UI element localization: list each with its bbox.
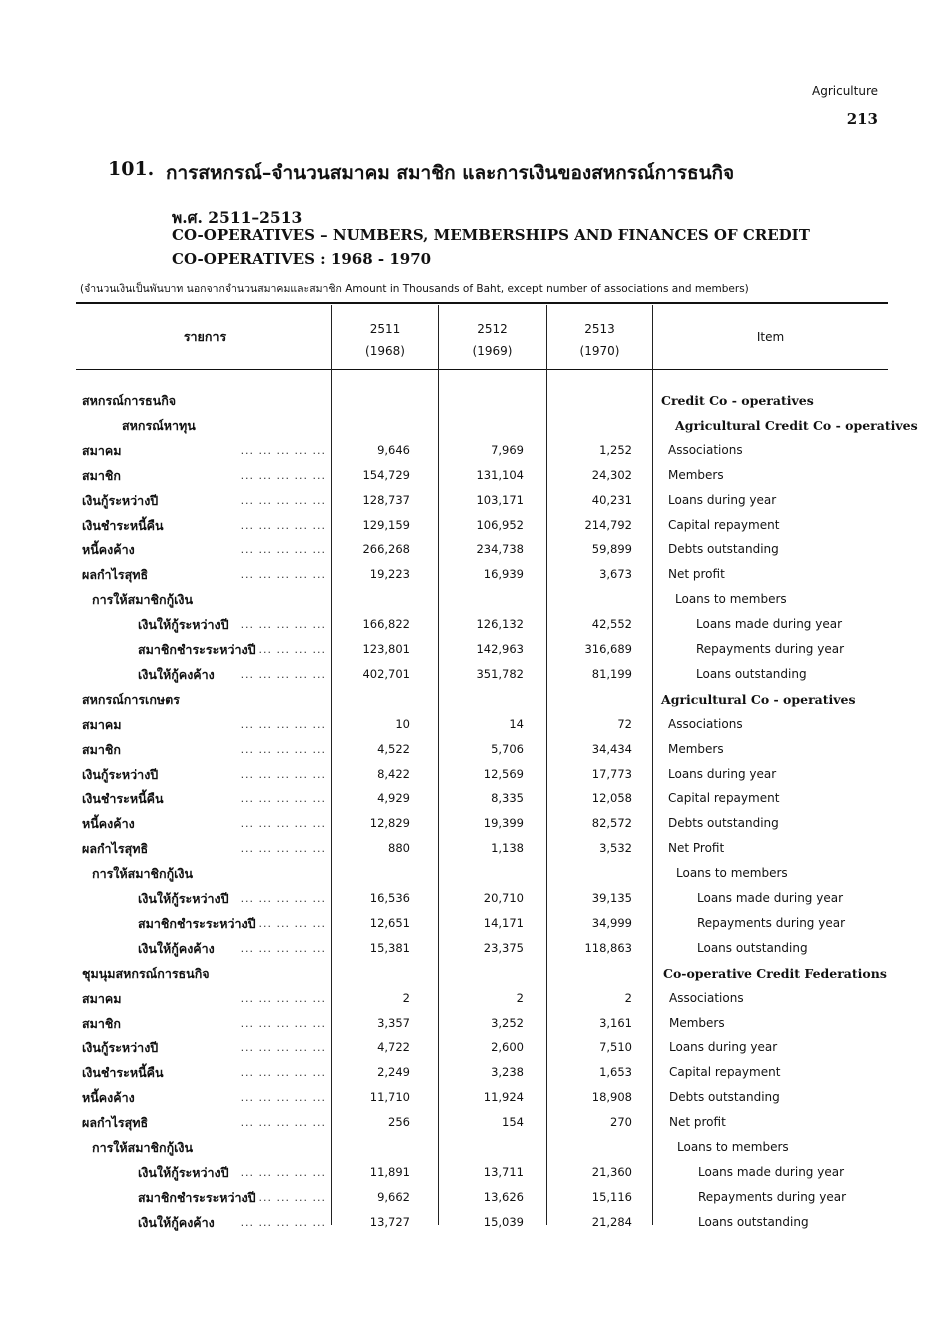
leader-dots: ... ... ... ... ... xyxy=(240,892,326,905)
leader-dots: ... ... ... ... ... xyxy=(240,618,326,631)
row-english-label: Debts outstanding xyxy=(669,1090,780,1104)
leader-dots: ... ... ... ... ... xyxy=(240,992,326,1005)
header-col2-year: (1969) xyxy=(472,344,513,358)
row-english-label: Credit Co - operatives xyxy=(661,393,814,408)
row-english-label: Debts outstanding xyxy=(668,542,779,556)
row-thai-label: เงินให้กู้ระหว่างปี xyxy=(138,891,229,906)
leader-dots: ... ... ... ... ... xyxy=(240,1017,326,1030)
value-v2: 5,706 xyxy=(491,742,524,756)
value-v1: 2,249 xyxy=(377,1065,410,1079)
value-v1: 8,422 xyxy=(377,767,410,781)
row-english-label: Members xyxy=(668,468,724,482)
row-thai-label: การให้สมาชิกกู้เงิน xyxy=(92,1140,194,1155)
table-row xyxy=(0,1085,948,1110)
value-v1: 12,829 xyxy=(369,816,410,830)
row-english-label: Loans during year xyxy=(668,767,777,781)
row-english-label: Loans during year xyxy=(669,1040,778,1054)
row-english-label: Loans to members xyxy=(677,1140,789,1154)
leader-dots: ... ... ... ... ... xyxy=(240,743,326,756)
row-thai-label: เงินชำระหนี้คืน xyxy=(82,1065,164,1080)
table-row xyxy=(0,786,948,811)
header-col1-thai: 2511 xyxy=(369,322,401,336)
header-col1-year: (1968) xyxy=(365,344,405,358)
value-v2: 351,782 xyxy=(476,667,524,681)
leader-dots: ... ... ... ... ... xyxy=(240,792,326,805)
value-v2: 2,600 xyxy=(491,1040,524,1054)
header-english-item: Item xyxy=(756,330,785,344)
row-english-label: Loans made during year xyxy=(697,891,843,905)
value-v3: 1,653 xyxy=(599,1065,632,1079)
value-v1: 166,822 xyxy=(362,617,410,631)
value-v2: 131,104 xyxy=(476,468,524,482)
value-v1: 16,536 xyxy=(369,891,410,905)
row-english-label: Associations xyxy=(669,991,744,1005)
leader-dots: ... ... ... ... ... xyxy=(240,1041,326,1054)
table-row xyxy=(0,886,948,911)
value-v3: 59,899 xyxy=(591,542,632,556)
value-v3: 81,199 xyxy=(591,667,632,681)
leader-dots: ... ... ... ... ... xyxy=(240,1116,326,1129)
value-v1: 266,268 xyxy=(362,542,410,556)
table-row xyxy=(0,737,948,762)
value-v3: 2 xyxy=(624,991,632,1005)
value-v2: 13,626 xyxy=(483,1190,524,1204)
row-thai-label: เงินให้กู้คงค้าง xyxy=(138,941,215,956)
thai-title: การสหกรณ์–จำนวนสมาคม สมาชิก และการเงินของสหกรณ์การธนกิจ xyxy=(166,162,735,184)
value-v1: 2 xyxy=(402,991,410,1005)
value-v3: 3,161 xyxy=(599,1016,632,1030)
leader-dots: ... ... ... ... ... xyxy=(240,1166,326,1179)
table-row xyxy=(0,662,948,687)
value-v1: 4,522 xyxy=(377,742,410,756)
leader-dots: ... ... ... ... ... xyxy=(240,842,326,855)
value-v1: 128,737 xyxy=(362,493,410,507)
value-v3: 3,532 xyxy=(599,841,632,855)
leader-dots: ... ... ... ... ... xyxy=(240,718,326,731)
value-v3: 34,434 xyxy=(591,742,632,756)
row-english-label: Members xyxy=(668,742,724,756)
value-v1: 9,662 xyxy=(377,1190,410,1204)
leader-dots: ... ... ... ... ... xyxy=(240,1091,326,1104)
value-v2: 154 xyxy=(502,1115,524,1129)
row-thai-label: สมาชิกชำระระหว่างปี xyxy=(138,642,256,657)
value-v2: 8,335 xyxy=(491,791,524,805)
leader-dots: ... ... ... ... ... xyxy=(240,543,326,556)
value-v1: 19,223 xyxy=(369,567,410,581)
value-v3: 21,360 xyxy=(591,1165,632,1179)
table-row xyxy=(0,587,948,612)
row-thai-label: สมาชิก xyxy=(82,468,121,483)
row-thai-label: สหกรณ์การเกษตร xyxy=(82,692,180,707)
value-v2: 126,132 xyxy=(476,617,524,631)
table-row xyxy=(0,612,948,637)
table-row xyxy=(0,463,948,488)
row-english-label: Loans made during year xyxy=(696,617,842,631)
leader-dots: ... ... ... ... ... xyxy=(240,1216,326,1229)
table-row xyxy=(0,413,948,438)
value-v2: 19,399 xyxy=(483,816,524,830)
row-english-label: Repayments during year xyxy=(696,642,845,656)
table-row xyxy=(0,1210,948,1235)
row-thai-label: เงินกู้ระหว่างปี xyxy=(82,493,159,508)
page-number: 213 xyxy=(846,110,878,128)
row-thai-label: ชุมนุมสหกรณ์การธนกิจ xyxy=(82,966,210,981)
english-title-line1: CO-OPERATIVES – NUMBERS, MEMBERSHIPS AND FINANCES OF CREDIT xyxy=(172,226,810,244)
value-v2: 2 xyxy=(516,991,524,1005)
value-v3: 12,058 xyxy=(591,791,632,805)
leader-dots: ... ... ... ... ... xyxy=(240,519,326,532)
value-v3: 214,792 xyxy=(584,518,632,532)
value-v3: 40,231 xyxy=(591,493,632,507)
section-label: Agriculture xyxy=(812,84,878,98)
table-top-rule xyxy=(76,302,888,304)
header-thai-item: รายการ xyxy=(183,329,227,344)
row-thai-label: สมาคม xyxy=(82,443,122,458)
value-v2: 7,969 xyxy=(491,443,524,457)
table-row xyxy=(0,936,948,961)
table-row xyxy=(0,1035,948,1060)
value-v1: 4,929 xyxy=(377,791,410,805)
row-thai-label: เงินให้กู้คงค้าง xyxy=(138,1215,215,1230)
leader-dots: ... ... ... ... ... xyxy=(240,494,326,507)
row-thai-label: สมาชิก xyxy=(82,742,121,757)
value-v3: 39,135 xyxy=(591,891,632,905)
value-v1: 9,646 xyxy=(377,443,410,457)
value-v3: 72 xyxy=(617,717,632,731)
value-v1: 11,710 xyxy=(369,1090,410,1104)
row-english-label: Debts outstanding xyxy=(668,816,779,830)
row-english-label: Loans outstanding xyxy=(697,941,808,955)
value-v2: 3,238 xyxy=(491,1065,524,1079)
row-thai-label: สมาชิกชำระระหว่างปี xyxy=(138,1190,256,1205)
row-english-label: Loans to members xyxy=(675,592,787,606)
value-v2: 15,039 xyxy=(483,1215,524,1229)
table-row xyxy=(0,961,948,986)
table-row xyxy=(0,388,948,413)
row-thai-label: ผลกำไรสุทธิ xyxy=(82,567,149,582)
value-v1: 154,729 xyxy=(362,468,410,482)
leader-dots: ... ... ... ... ... xyxy=(240,668,326,681)
table-row xyxy=(0,986,948,1011)
row-english-label: Agricultural Co - operatives xyxy=(661,692,856,707)
leader-dots: ... ... ... ... ... xyxy=(240,1191,326,1204)
table-header-rule xyxy=(76,369,888,370)
row-thai-label: เงินชำระหนี้คืน xyxy=(82,518,164,533)
table-row xyxy=(0,1135,948,1160)
row-thai-label: สหกรณ์หาทุน xyxy=(122,418,196,433)
value-v1: 123,801 xyxy=(362,642,410,656)
value-v3: 1,252 xyxy=(599,443,632,457)
row-thai-label: ผลกำไรสุทธิ xyxy=(82,1115,149,1130)
value-v1: 402,701 xyxy=(362,667,410,681)
leader-dots: ... ... ... ... ... xyxy=(240,469,326,482)
value-v3: 42,552 xyxy=(591,617,632,631)
header-col2-thai: 2512 xyxy=(477,322,508,336)
row-thai-label: เงินกู้ระหว่างปี xyxy=(82,767,159,782)
value-v3: 17,773 xyxy=(591,767,632,781)
table-number: 101. xyxy=(108,158,155,180)
row-english-label: Net Profit xyxy=(668,841,725,855)
units-note: (จำนวนเงินเป็นพันบาท นอกจากจำนวนสมาคมและสมาชิก Amount in Thousands of Baht, except number of associations and members) xyxy=(80,283,749,295)
row-english-label: Members xyxy=(669,1016,725,1030)
value-v3: 316,689 xyxy=(584,642,632,656)
value-v3: 24,302 xyxy=(591,468,632,482)
table-row xyxy=(0,1060,948,1085)
leader-dots: ... ... ... ... ... xyxy=(240,768,326,781)
leader-dots: ... ... ... ... ... xyxy=(240,643,326,656)
table-row xyxy=(0,438,948,463)
row-english-label: Associations xyxy=(668,717,743,731)
table-row xyxy=(0,513,948,538)
row-thai-label: เงินชำระหนี้คืน xyxy=(82,791,164,806)
table-row xyxy=(0,836,948,861)
value-v1: 13,727 xyxy=(369,1215,410,1229)
value-v3: 3,673 xyxy=(599,567,632,581)
table-row xyxy=(0,637,948,662)
value-v1: 12,651 xyxy=(369,916,410,930)
row-english-label: Net profit xyxy=(669,1115,726,1129)
row-english-label: Capital repayment xyxy=(669,1065,781,1079)
row-english-label: Loans to members xyxy=(676,866,788,880)
value-v2: 14 xyxy=(509,717,524,731)
value-v2: 142,963 xyxy=(476,642,524,656)
row-thai-label: ผลกำไรสุทธิ xyxy=(82,841,149,856)
row-thai-label: เงินกู้ระหว่างปี xyxy=(82,1040,159,1055)
table-row xyxy=(0,1110,948,1135)
table-row xyxy=(0,712,948,737)
row-english-label: Agricultural Credit Co - operatives xyxy=(675,418,918,433)
row-thai-label: การให้สมาชิกกู้เงิน xyxy=(92,866,194,881)
row-thai-label: เงินให้กู้คงค้าง xyxy=(138,667,215,682)
table-row xyxy=(0,1011,948,1036)
table-row xyxy=(0,537,948,562)
value-v1: 10 xyxy=(395,717,410,731)
value-v1: 4,722 xyxy=(377,1040,410,1054)
leader-dots: ... ... ... ... ... xyxy=(240,1066,326,1079)
row-english-label: Capital repayment xyxy=(668,791,780,805)
thai-years: พ.ศ. 2511–2513 xyxy=(172,208,303,227)
value-v2: 12,569 xyxy=(483,767,524,781)
row-thai-label: หนี้คงค้าง xyxy=(82,1090,135,1105)
leader-dots: ... ... ... ... ... xyxy=(240,917,326,930)
value-v1: 15,381 xyxy=(369,941,410,955)
value-v1: 880 xyxy=(388,841,410,855)
value-v3: 15,116 xyxy=(591,1190,632,1204)
table-row xyxy=(0,811,948,836)
row-english-label: Capital repayment xyxy=(668,518,780,532)
row-english-label: Associations xyxy=(668,443,743,457)
value-v2: 106,952 xyxy=(476,518,524,532)
english-title-line2: CO-OPERATIVES : 1968 - 1970 xyxy=(172,250,432,268)
header-col3-thai: 2513 xyxy=(584,322,615,336)
value-v3: 82,572 xyxy=(591,816,632,830)
row-english-label: Repayments during year xyxy=(697,916,846,930)
table-row xyxy=(0,1185,948,1210)
value-v2: 3,252 xyxy=(491,1016,524,1030)
row-thai-label: สหกรณ์การธนกิจ xyxy=(82,393,177,408)
row-thai-label: เงินให้กู้ระหว่างปี xyxy=(138,1165,229,1180)
value-v2: 23,375 xyxy=(483,941,524,955)
row-english-label: Loans made during year xyxy=(698,1165,844,1179)
leader-dots: ... ... ... ... ... xyxy=(240,817,326,830)
leader-dots: ... ... ... ... ... xyxy=(240,568,326,581)
row-thai-label: การให้สมาชิกกู้เงิน xyxy=(92,592,194,607)
row-english-label: Net profit xyxy=(668,567,725,581)
row-thai-label: สมาคม xyxy=(82,991,122,1006)
row-thai-label: เงินให้กู้ระหว่างปี xyxy=(138,617,229,632)
leader-dots: ... ... ... ... ... xyxy=(240,444,326,457)
value-v2: 1,138 xyxy=(491,841,524,855)
value-v1: 129,159 xyxy=(362,518,410,532)
row-english-label: Loans outstanding xyxy=(698,1215,809,1229)
leader-dots: ... ... ... ... ... xyxy=(240,942,326,955)
table-row xyxy=(0,687,948,712)
header-col3-year: (1970) xyxy=(579,344,620,358)
value-v2: 13,711 xyxy=(483,1165,524,1179)
row-thai-label: สมาชิกชำระระหว่างปี xyxy=(138,916,256,931)
value-v2: 14,171 xyxy=(483,916,524,930)
table-row xyxy=(0,911,948,936)
table-row xyxy=(0,1160,948,1185)
value-v3: 34,999 xyxy=(591,916,632,930)
row-thai-label: สมาคม xyxy=(82,717,122,732)
value-v3: 118,863 xyxy=(584,941,632,955)
table-row xyxy=(0,762,948,787)
value-v2: 103,171 xyxy=(476,493,524,507)
value-v1: 11,891 xyxy=(369,1165,410,1179)
table-row xyxy=(0,488,948,513)
value-v1: 256 xyxy=(388,1115,410,1129)
row-thai-label: หนี้คงค้าง xyxy=(82,816,135,831)
value-v2: 11,924 xyxy=(483,1090,524,1104)
table-row xyxy=(0,562,948,587)
row-english-label: Co-operative Credit Federations xyxy=(663,966,887,981)
value-v3: 270 xyxy=(610,1115,632,1129)
row-thai-label: สมาชิก xyxy=(82,1016,121,1031)
value-v2: 16,939 xyxy=(483,567,524,581)
row-english-label: Loans outstanding xyxy=(696,667,807,681)
row-english-label: Repayments during year xyxy=(698,1190,847,1204)
row-thai-label: หนี้คงค้าง xyxy=(82,542,135,557)
value-v1: 3,357 xyxy=(377,1016,410,1030)
row-english-label: Loans during year xyxy=(668,493,777,507)
value-v2: 234,738 xyxy=(476,542,524,556)
value-v3: 7,510 xyxy=(599,1040,632,1054)
value-v3: 18,908 xyxy=(591,1090,632,1104)
value-v2: 20,710 xyxy=(483,891,524,905)
table-row xyxy=(0,861,948,886)
value-v3: 21,284 xyxy=(591,1215,632,1229)
